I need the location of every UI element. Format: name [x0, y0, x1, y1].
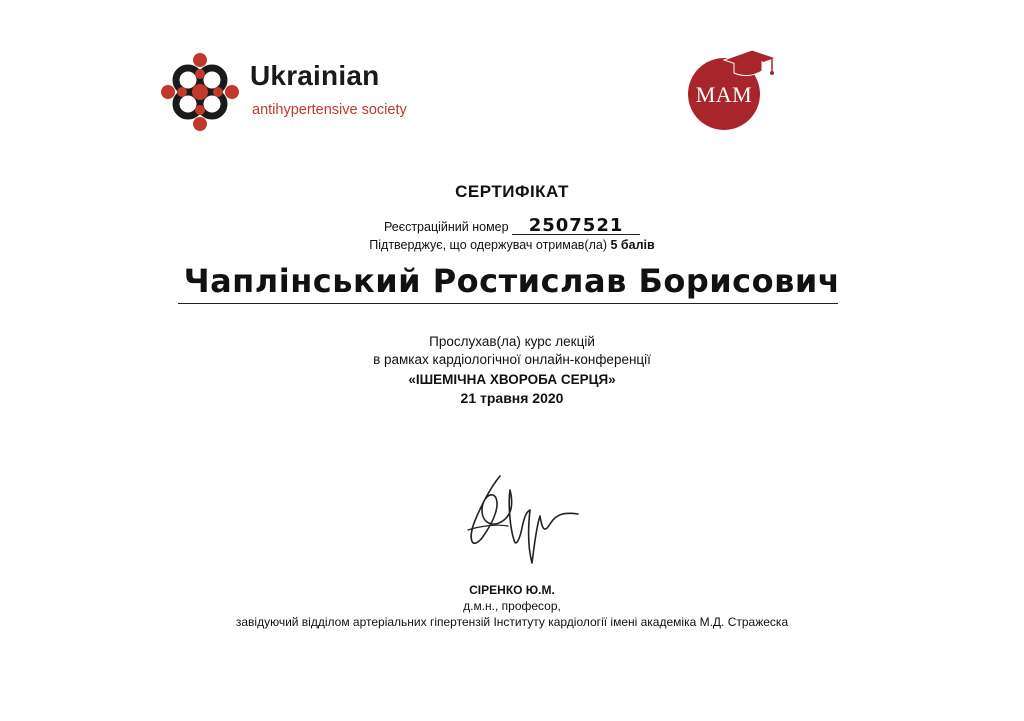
ukrainian-antihypertensive-society-logo [160, 50, 460, 130]
mam-logo-text: МАМ [695, 82, 753, 107]
name-underline [178, 303, 838, 304]
certificate-title: СЕРТИФІКАТ [455, 182, 569, 201]
signatory-degree: д.м.н., професор, [463, 599, 561, 613]
logo-subtitle: antihypertensive society [252, 102, 407, 118]
signatory-name: СІРЕНКО Ю.М. [469, 583, 555, 597]
ukrainian-antihypertensive-society-logo-icon [160, 52, 240, 132]
points-awarded: 5 балів [610, 238, 655, 252]
confirmation-text: Підтверджує, що одержувач отримав(ла) [369, 238, 608, 252]
conference-title: «ІШЕМІЧНА ХВОРОБА СЕРЦЯ» [408, 372, 616, 387]
course-line-2: в рамках кардіологічної онлайн-конференції [373, 352, 651, 367]
confirmation-line [0, 238, 1024, 252]
conference-date: 21 травня 2020 [460, 390, 564, 406]
course-line-1: Прослухав(ла) курс лекцій [429, 334, 595, 349]
registration-label: Реєстраційний номер [383, 220, 509, 234]
graduation-cap-icon [718, 46, 778, 86]
registration-line [0, 215, 1024, 236]
handwritten-signature [460, 468, 590, 578]
recipient-name: Чаплінський Ростислав Борисович [183, 262, 841, 300]
logo-title: Ukrainian [250, 60, 380, 91]
mam-logo [688, 46, 778, 136]
registration-number: 2507521 [512, 218, 640, 235]
signatory-position: завідуючий відділом артеріальних гіпертензій Інституту кардіології імені академіка М.Д. Стражеска [235, 615, 789, 629]
